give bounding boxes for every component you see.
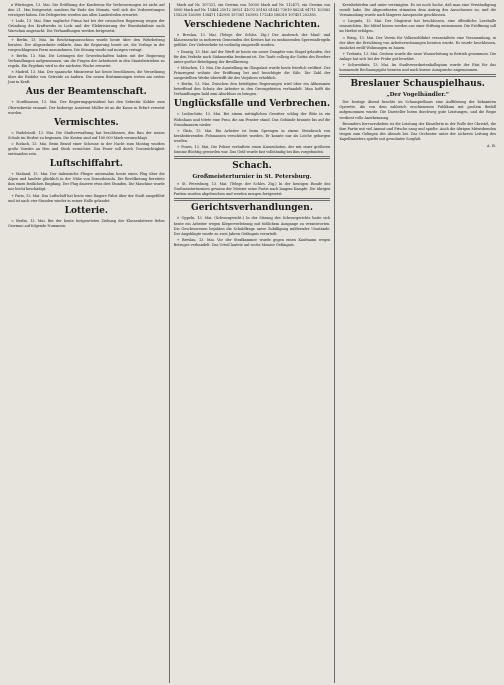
section-heading: Gerichtsverhandlungen.: [191, 203, 313, 214]
divider: [8, 36, 165, 37]
section-heading: Breslauer Schauspielhaus.: [350, 79, 485, 90]
news-paragraph: × Madrid, 13. Mai. Der spanische Ministerrat hat heute beschlossen, die Verordnung über die Einfuhr von Getreide zu ändern. Die neuen Bestimmungen treten am ersten Juni in Kraft.: [8, 70, 165, 85]
column-left: [4, 3, 170, 683]
news-paragraph: = Liegnitz, 13. Mai. Der Magistrat hat beschlossen, eine öffentliche Lesehalle einzurichten. Die Mittel hierzu werden aus einer Stiftung entnommen. Die Eröffnung soll im Herbst erfolgen.: [339, 19, 497, 34]
author-signature: A. B.: [486, 142, 497, 148]
section-heading: Luftschiffahrt.: [49, 159, 123, 170]
news-paragraph: Mark auf Nr. 107321, ein Gewinn von 10000 Mark auf Nr. 112471, ein Gewinn von 5000 Mark auf Nr. 15464 25012 36921 41072 55183 61042 73019 88234 94711 103562 118226 126300 138471 142905 157381 163992 171240 188310 197451 202385.: [173, 3, 331, 18]
section-heading: Schach.: [232, 161, 272, 172]
news-paragraph: × Oppeln, 13. Mai. (Schwurgericht.) In der Sitzung des Schwurgerichts hatte sich heute ein Arbeiter wegen Körperverletzung mit tödlichem Ausgange zu verantworten. Die Geschworenen bejahten die Schuldfrage unter Zubilligung mildernder Umstände. Der Angeklagte wurde zu zwei Jahren Gefängnis verurteilt.: [173, 216, 331, 236]
news-paragraph: + Trebnitz, 13. Mai. Gestern wurde die neue Wasserleitung in Betrieb genommen. Die Anlage hat sich bei der Probe gut bewährt.: [339, 51, 497, 61]
divider: [339, 74, 496, 77]
column-middle: [170, 3, 336, 683]
divider: [174, 198, 331, 201]
news-paragraph: + Paris, 13. Mai. Das Luftschiff hat heute eine längere Fahrt über der Stadt ausgeführt und ist nach vier Stunden wieder in seiner Halle gelandet.: [8, 193, 165, 203]
section-heading: Lotterie.: [64, 205, 109, 216]
news-paragraph: + Nordhausen, 13. Mai. Der Regierungspräsident hat den Sekretär Kohler zum Obersekretär ernannt. Der bisherige Assistent Müller ist an die Kasse in Erfurt versetzt worden.: [8, 100, 165, 115]
news-paragraph: Besonders hervorzuheben ist die Leistung der Künstlerin in der Rolle der Christel, die ihre Partie mit viel Anmut und Frische sang und spielte. Auch die übrigen Mitwirkenden trugen zum Gelingen des Abends bei. Das Orchester unter der sicheren Leitung des Kapellmeisters spielte mit gewohnter Sorgfalt.: [339, 121, 497, 141]
news-paragraph: = Rodach, 13. Mai. Beim Brand einer Scheune in der Nacht zum Montag wurden große Vorräte an Heu und Stroh vernichtet. Das Feuer soll durch Unvorsichtigkeit entstanden sein.: [8, 141, 165, 157]
section-subheading: Großmeisterturnier in St. Petersburg.: [192, 174, 312, 181]
news-paragraph: + Glatz, 13. Mai. Ein Arbeiter ist beim Sprengen in einem Steinbruch von herabstürzenden Felsmassen verschüttet worden. Er konnte nur als Leiche geborgen werden.: [173, 128, 331, 143]
news-paragraph: + Lodz, 13. Mai. Eine englische Firma hat bei der russischen Regierung wegen der Gründung des Kraftwerks in Lodz und der Elektrisierung der Eisenbahnlinie nach Warschau angesucht. Die Verhandlungen werden fortgesetzt.: [8, 19, 165, 34]
divider: [174, 156, 331, 159]
news-paragraph: × St. Petersburg, 13. Mai. (Telegr. der Schles. Ztg.) In der heutigen Runde des Großmeisterturniers gewann der Meister seine Partie nach langem Kampfe. Die übrigen Partien wurden abgebrochen und werden morgen fortgesetzt.: [173, 182, 331, 197]
column-right: [335, 3, 500, 683]
news-paragraph: Der heutige Abend brachte im Schauspielhaus eine Aufführung der bekannten Operette, die von dem zahlreich erschienenen Publikum mit großem Beifall aufgenommen wurde. Die Darsteller boten durchweg gute Leistungen, und die Regie verdient volle Anerkennung.: [339, 100, 497, 120]
news-paragraph: + Breslau, 13. Mai. Vor der Strafkammer wurde gegen einen Kaufmann wegen Betruges verhandelt. Das Urteil lautete auf sechs Monate Gefängnis.: [173, 237, 331, 247]
news-paragraph: = Leobschütz, 13. Mai. Bei einem mittäglichen Gewitter schlug der Blitz in ein Wohnhaus und tötete eine Frau, die am Fenster stand. Das Gebäude brannte bis auf die Grundmauern nieder.: [173, 112, 331, 127]
news-paragraph: = Berlin, 13. Mai. Bei der heute fortgesetzten Ziehung der Klassenlotterie fielen Gewinne auf folgende Nummern.: [8, 218, 165, 228]
news-paragraph: × Berlin, 13. Mai. Die Leitungen der Gewerkschaften haben mit der Regierung Verhandlungen aufgenommen, um die Fragen der Arbeitszeit in den Staatsbetrieben zu regeln. Ein Ergebnis wird in der nächsten Woche erwartet.: [8, 53, 165, 69]
section-heading: Aus der Beamtenschaft.: [25, 87, 147, 98]
news-paragraph: + Berlin, 13. Mai. Im Reichstagsausschuss wurde heute über den Wehrbeitrag beraten. Der Abgeordnete erklärte, dass die Regierung bereit sei, die Vorlage in der vorgeschlagenen Form anzunehmen. Die Sitzung wurde auf morgen vertagt.: [8, 37, 165, 52]
news-paragraph: + Mailand, 13. Mai. Der italienische Flieger unternahm heute einen Flug über die Alpen und landete glücklich in der Nähe von Domodossola. Die Bevölkerung bereitete ihm einen festlichen Empfang. Der Flug dauerte etwa drei Stunden. Die Maschine wurde nur leicht beschädigt.: [8, 172, 165, 192]
news-paragraph: = Rudolstadt, 13. Mai. Die Stadtverwaltung hat beschlossen, den Bau der neuen Schule im Herbst zu beginnen. Die Kosten sind auf 180 000 Mark veranschlagt.: [8, 130, 165, 140]
news-paragraph: + Berlin, 13. Mai. Zwischen den beteiligten Regierungen wird über ein Abkommen betreffend den Schutz der Arbeiter in den Grenzgebieten verhandelt. Man hofft die Verhandlungen bald zum Abschluss zu bringen.: [173, 82, 331, 97]
news-paragraph: Kreisbehörden und unter vereinigten. Es sei noch Sache, daß man eine Verständigung erzielt habe. Die Abgeordneten stimmten dem Antrag des Ausschusses zu, und die Versammlung wurde nach längerer Aussprache geschlossen.: [339, 3, 497, 18]
news-paragraph: × Breslau, 13. Mai. (Telegr. der Schles. Ztg.) Der Ausbruch der Maul- und Klauenseuche in mehreren Gemeinden des Kreises hat zu umfassenden Sperrmaßregeln geführt. Der Viehverkehr ist vorläufig eingestellt worden.: [173, 33, 331, 48]
section-heading: Unglücksfälle und Verbrechen.: [173, 99, 331, 110]
news-paragraph: + Schweidnitz, 13. Mai. Im Stadtverordnetenkollegium wurde der Etat für das kommende Rechnungsjahr beraten und nach kurzer Aussprache angenommen.: [339, 63, 497, 73]
section-heading: Vermischtes.: [53, 117, 119, 128]
news-paragraph: x Würtingen, 13. Mai. Die Eröffnung der Konferenz für Verbesserungen ist nicht auf den 21. Mai festgesetzt, sondern für Ende des Monats, weil sich die Vorbereitungen verzögert haben. Die Delegierten werden aus allen Landesteilen erwartet.: [8, 3, 165, 18]
news-paragraph: = Brieg, 13. Mai. Der Verein für Volkswohlfahrt veranstaltete eine Versammlung, in der über die Errichtung von Arbeiterwohnungen beraten wurde. Es wurde beschlossen, zunächst zwölf Wohnungen zu bauen.: [339, 35, 497, 50]
news-paragraph: + Danzig, 13. Mai. Auf der Werft ist heute ein neuer Dampfer vom Stapel gelaufen, der für den Verkehr nach Südamerika bestimmt ist. Die Taufe vollzog die Gattin des Reeders unter großer Beteiligung der Bevölkerung.: [173, 49, 331, 64]
news-paragraph: + Posen, 13. Mai. Die Polizei verhaftete einen Kassenboten, der mit einer größeren Summe flüchtig geworden war. Das Geld wurde fast vollständig bei ihm vorgefunden.: [173, 144, 331, 155]
section-subheading: „Der Vogelhändler.“: [386, 92, 449, 99]
news-paragraph: + München, 13. Mai. Die Ausstellung im Glaspalast wurde heute feierlich eröffnet. Der Prinzregent wohnte der Eröffnung bei und besichtigte die Säle. Die Zahl der ausgestellten Werke übertrifft die des Vorjahres erheblich.: [173, 65, 331, 81]
column-container: [4, 3, 500, 683]
section-heading: Verschiedene Nachrichten.: [183, 20, 321, 31]
